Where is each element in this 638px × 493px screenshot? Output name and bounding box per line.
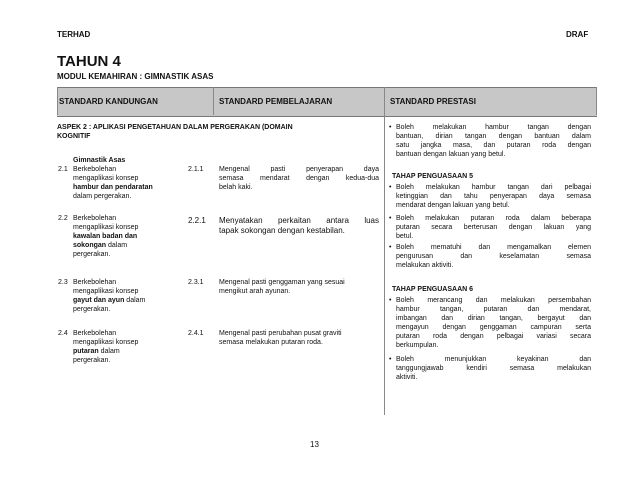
item-number: 2.3.1 <box>188 279 204 286</box>
prestasi-text: mendarat dengan lakuan yang betul. <box>396 202 510 209</box>
bullet-icon: • <box>389 184 392 191</box>
col-header-pembelajaran: STANDARD PEMBELAJARAN <box>219 97 333 106</box>
item-text: Berkebolehan <box>73 166 117 173</box>
item-text-bold: putaran <box>73 348 99 355</box>
bullet-icon: • <box>389 356 392 363</box>
item-text: Berkebolehan <box>73 330 117 337</box>
item-text: Mengenal pasti perubahan pusat graviti <box>219 330 342 337</box>
aspect-heading: ASPEK 2 : APLIKASI PENGETAHUAN DALAM PERGERAKAN (DOMAIN <box>57 124 293 131</box>
item-text: mengaplikasi konsep <box>73 339 139 346</box>
prestasi-text: ketinggian dan tahu penyerapan daya semasa <box>396 193 591 200</box>
item-text: Berkebolehan <box>73 279 117 286</box>
prestasi-text: bantuan dengan lakuan yang betul. <box>396 151 506 158</box>
table-header <box>57 87 597 117</box>
item-number: 2.1.1 <box>188 166 204 173</box>
col-header-kandungan: STANDARD KANDUNGAN <box>59 97 158 106</box>
bullet-icon: • <box>389 215 392 222</box>
item-text: dalam <box>126 297 146 304</box>
item-number: 2.2.1 <box>188 216 206 225</box>
col-header-prestasi: STANDARD PRESTASI <box>390 97 476 106</box>
tahap-heading: TAHAP PENGUASAAN 5 <box>392 173 474 180</box>
item-text-bold: sokongan <box>73 242 107 249</box>
item-text: mengaplikasi konsep <box>73 288 139 295</box>
item-number: 2.3 <box>58 279 68 286</box>
classification-right: DRAF <box>566 30 589 39</box>
prestasi-text: imbangan dan dirian tangan, bergayut dan <box>396 315 591 322</box>
item-text-bold: hambur dan pendaratan <box>73 184 153 191</box>
column-divider <box>596 87 597 115</box>
prestasi-text: putaran secara berterusan dengan lakuan yang <box>396 224 591 231</box>
section-heading: Gimnastik Asas <box>73 157 126 164</box>
item-text-line <box>73 296 145 305</box>
module-title: MODUL KEMAHIRAN : GIMNASTIK ASAS <box>57 72 214 81</box>
column-divider <box>384 115 385 415</box>
item-text: dalam <box>100 348 120 355</box>
item-number: 2.1 <box>58 166 68 173</box>
item-text: mengaplikasi konsep <box>73 224 139 231</box>
prestasi-text: putaran roda dengan pelbagai variasi secara <box>396 333 591 340</box>
item-text: Berkebolehan <box>73 215 117 222</box>
item-text: dalam pergerakan. <box>73 193 132 200</box>
prestasi-text: pengurusan dan keselamatan semasa <box>396 253 591 260</box>
item-number: 2.4 <box>58 330 68 337</box>
tahap-heading: TAHAP PENGUASAAN 6 <box>392 286 474 293</box>
item-text: semasa melakukan putaran roda. <box>219 339 323 346</box>
prestasi-text: betul. <box>396 233 414 240</box>
prestasi-text: melakukan aktiviti. <box>396 262 454 269</box>
prestasi-text: aktiviti. <box>396 374 418 381</box>
column-divider <box>384 87 385 115</box>
column-divider <box>213 87 214 115</box>
item-text: pergerakan. <box>73 251 111 258</box>
prestasi-text: satu jangka masa, dan putaran roda dengan <box>396 142 591 149</box>
prestasi-text: mengayun dengan genggaman campuran serta <box>396 324 591 331</box>
prestasi-text: tanggungjawab kendiri semasa melakukan <box>396 365 591 372</box>
item-text-bold: gayut dan ayun <box>73 297 125 304</box>
prestasi-text: Boleh melakukan hambur tangan dari pelbagai <box>396 184 591 191</box>
item-text: semasa mendarat dengan kedua-dua <box>219 175 379 182</box>
item-text: Mengenal pasti penyerapan daya <box>219 166 379 173</box>
prestasi-text: Boleh merancang dan melakukan persembahan <box>396 297 591 304</box>
prestasi-text: Boleh melakukan putaran roda dalam beberapa <box>396 215 591 222</box>
prestasi-text: Boleh melakukan hambur tangan dengan <box>396 124 591 131</box>
item-number: 2.4.1 <box>188 330 204 337</box>
aspect-heading-cont: KOGNITIF <box>57 133 91 140</box>
item-text-bold: kawalan badan dan <box>73 233 138 240</box>
prestasi-text: Boleh menunjukkan keyakinan dan <box>396 356 591 363</box>
item-text: pergerakan. <box>73 357 111 364</box>
item-text: pergerakan. <box>73 306 111 313</box>
classification-left: TERHAD <box>57 30 91 39</box>
item-text: mengaplikasi konsep <box>73 175 139 182</box>
item-text: mengikut arah ayunan. <box>219 288 291 295</box>
prestasi-text: Boleh mematuhi dan mengamalkan elemen <box>396 244 591 251</box>
item-text: belah kaki. <box>219 184 253 191</box>
prestasi-text: berkumpulan. <box>396 342 439 349</box>
page-number: 13 <box>310 440 319 449</box>
bullet-icon: • <box>389 297 392 304</box>
item-text: dalam <box>108 242 128 249</box>
item-text: Menyatakan perkaitan antara luas <box>219 216 379 225</box>
bullet-icon: • <box>389 244 392 251</box>
item-number: 2.2 <box>58 215 68 222</box>
item-text: Mengenal pasti genggaman yang sesuai <box>219 279 345 286</box>
prestasi-text: hambur tangan, putaran dan mendarat, <box>396 306 591 313</box>
prestasi-text: bantuan, dirian tangan dengan bantuan dalam <box>396 133 591 140</box>
bullet-icon: • <box>389 124 392 131</box>
item-text: tapak sokongan dengan kestabilan. <box>219 226 345 235</box>
item-text-line <box>73 241 127 250</box>
page-title: TAHUN 4 <box>57 53 121 70</box>
item-text-line <box>73 347 120 356</box>
column-divider <box>57 87 58 115</box>
